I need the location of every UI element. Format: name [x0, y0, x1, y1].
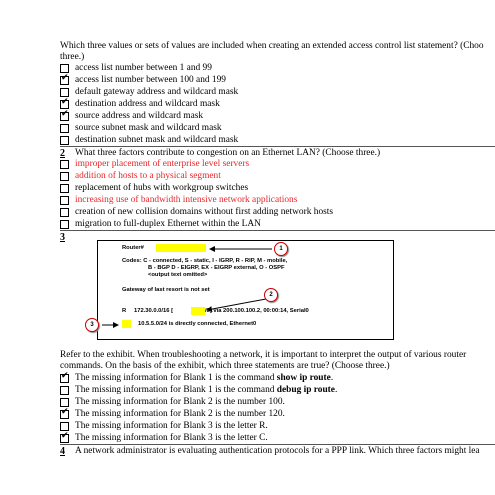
checkbox[interactable] — [60, 97, 69, 109]
q1-text-line2: three.) — [60, 52, 85, 62]
checkbox[interactable] — [60, 371, 69, 383]
option-label: The missing information for Blank 2 is the number 100. — [75, 397, 285, 407]
checkbox[interactable] — [60, 398, 69, 407]
option-label: The missing information for Blank 3 is the letter R. — [75, 421, 268, 431]
q2-text: What three factors contribute to congestion on an Ethernet LAN? (Choose three.) — [75, 148, 381, 158]
option-label: The missing information for Blank 2 is the number 120. — [75, 409, 285, 419]
option-label: access list number between 1 and 99 — [75, 63, 212, 73]
callout-1: 1 — [274, 242, 288, 256]
checkbox[interactable] — [60, 124, 69, 133]
checkbox[interactable] — [60, 184, 69, 193]
exhibit-gateway-line: Gateway of last resort is not set — [122, 287, 210, 293]
q4-number: 4 — [60, 446, 65, 457]
checkbox[interactable] — [60, 172, 69, 181]
checkbox[interactable] — [60, 64, 69, 73]
option-label: source address and wildcard mask — [75, 111, 204, 121]
option-label: creation of new collision domains without first adding network hosts — [75, 207, 334, 217]
option-label: access list number between 100 and 199 — [75, 75, 226, 85]
checkbox[interactable] — [60, 431, 69, 443]
checkbox[interactable] — [60, 109, 69, 121]
option-label: replacement of hubs with workgroup switches — [75, 183, 249, 193]
divider — [60, 146, 495, 147]
checkbox[interactable] — [60, 136, 69, 145]
option-label: The missing information for Blank 3 is the letter C. — [75, 433, 268, 443]
exhibit-connected-line: 10.5.5.0/24 is directly connected, Ethernet0 — [138, 321, 257, 327]
option-label: The missing information for Blank 1 is the command show ip route. — [75, 373, 334, 383]
callout-arrows — [98, 241, 393, 339]
checkbox[interactable] — [60, 88, 69, 97]
exhibit-prompt: Router# — [122, 245, 144, 251]
checkbox[interactable] — [60, 386, 69, 395]
checkbox[interactable] — [60, 407, 69, 419]
checkmark-icon: ✔ — [61, 407, 69, 417]
callout-3: 3 — [85, 318, 99, 332]
q3-text-line1: Refer to the exhibit. When troubleshooting a network, it is important to interpret the output of various router — [60, 350, 467, 360]
checkbox[interactable] — [60, 160, 69, 169]
exhibit-codes-line1: Codes: C - connected, S - static, I - IGRP, R - RIP, M - mobile, — [122, 258, 288, 264]
option-label: addition of hosts to a physical segment — [75, 171, 221, 181]
q4-text: A network administrator is evaluating authentication protocols for a PPP link. Which three factors might lea — [75, 446, 480, 456]
checkmark-icon: ✔ — [61, 73, 69, 83]
callout-2: 2 — [264, 288, 278, 302]
option-label: source subnet mask and wildcard mask — [75, 123, 222, 133]
option-label: migration to full-duplex Ethernet within the LAN — [75, 219, 261, 229]
checkmark-icon: ✔ — [61, 431, 69, 441]
q3-number: 3 — [60, 232, 65, 243]
exhibit-codes-line3: <output text omitted> — [148, 272, 208, 278]
checkmark-icon: ✔ — [61, 97, 69, 107]
option-label: destination address and wildcard mask — [75, 99, 220, 109]
checkbox[interactable] — [60, 196, 69, 205]
exhibit-image — [90, 240, 394, 340]
divider — [60, 444, 495, 445]
exhibit-route-net: 172.30.0.0/16 [ — [134, 308, 173, 314]
checkbox[interactable] — [60, 208, 69, 217]
option-label: default gateway address and wildcard mask — [75, 87, 239, 97]
divider — [60, 230, 495, 231]
q2-number: 2 — [60, 148, 65, 159]
option-label: The missing information for Blank 1 is the command debug ip route. — [75, 385, 338, 395]
option-label: destination subnet mask and wildcard mask — [75, 135, 239, 145]
q3-text-line2: commands. On the basis of the exhibit, which three statements are true? (Choose three.) — [60, 361, 390, 371]
exhibit-route-prefix: R — [122, 308, 127, 314]
q1-text-line1: Which three values or sets of values are included when creating an extended access control list statement? (Choo — [60, 41, 484, 51]
checkbox[interactable] — [60, 422, 69, 431]
checkmark-icon: ✔ — [61, 371, 69, 381]
exhibit-codes-line2: B - BGP D - EIGRP, EX - EIGRP external, O - OSPF — [148, 265, 285, 271]
exhibit-route-rest: /3] via 200.100.100.2, 00:00:14, Serial0 — [205, 308, 309, 314]
checkbox[interactable] — [60, 220, 69, 229]
option-label: increasing use of bandwidth intensive network applications — [75, 195, 298, 205]
option-label: improper placement of enterprise level servers — [75, 159, 250, 169]
checkbox[interactable] — [60, 73, 69, 85]
checkmark-icon: ✔ — [61, 109, 69, 119]
